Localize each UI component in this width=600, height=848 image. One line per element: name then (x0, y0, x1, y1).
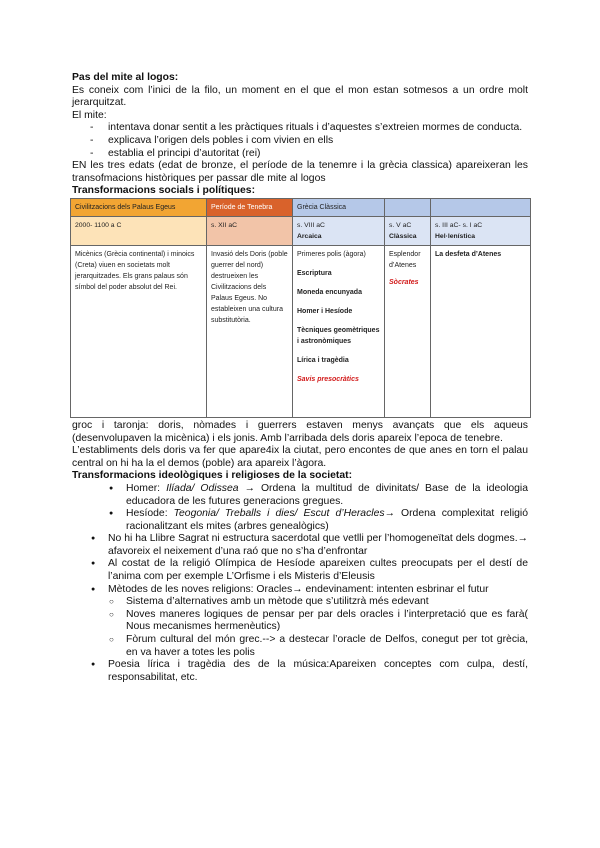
period-date: s. VIII aC (297, 221, 325, 229)
title-heading: Pas del mite al logos: (72, 72, 179, 83)
author-name: Homer: (126, 482, 167, 494)
ideological-heading: Transformacions ideològiques i religioses de la societat: (72, 470, 353, 482)
period-sub: Hel·lenística (435, 232, 476, 240)
document-page (72, 72, 528, 684)
cell-item: Esplendor d’Atenes (389, 250, 421, 269)
list-item: ○ Sistema d’alternatives amb un mètode que s’utilitzrà més edevant (72, 596, 528, 609)
list-item: ○ Noves maneres logiques de pensar per par dels oracles i l’interpretació que es farà( Nous mecanismes hermenèutics) (72, 609, 528, 634)
author-works: Ilíada/ Odissea (166, 482, 239, 494)
header-cell: Grècia Clàssica (293, 198, 385, 216)
list-item (72, 483, 528, 508)
author-name: Hesíode: (126, 508, 174, 520)
list-item: - establia el principi d’autoritat (rei) (72, 148, 528, 161)
table-row (71, 216, 531, 245)
cell-item: Tècniques geomètriques i astronòmiques (297, 326, 380, 345)
religion-list (72, 533, 528, 596)
period-cell (431, 216, 531, 245)
mite-list (72, 122, 528, 160)
list-item: ● Poesia lírica i tragèdia des de la música:Apareixen conceptes com culpa, destí, responsabilitat, etc. (72, 659, 528, 684)
header-cell (385, 198, 431, 216)
author-desc: → Ordena la multitud de divinitats/ Base de la ideologia educadora de les futures generacions gregues. (126, 482, 529, 507)
table-cell: Invasió dels Doris (poble guerrer del nord) destrueixen les Civilitzacions dels Palaus Egeus. No estableixen una cultura substitutòria. (207, 245, 293, 417)
intro-paragraph: Es coneix com l’inici de la filo, un moment en el que el mon estan sotmesos a un ordre molt jerarquitzat. (72, 84, 528, 109)
list-item: ○ Fòrum cultural del món grec.--> a destecar l’oracle de Delfos, conegut per tot grècia, en va haver a totes les polis (72, 634, 528, 659)
table-row (71, 245, 531, 417)
cell-item-highlight: Sòcrates (389, 278, 419, 286)
table-cell (385, 245, 431, 417)
period-cell (293, 216, 385, 245)
cell-item: Lírica i tragèdia (297, 356, 349, 364)
period-cell (71, 216, 207, 245)
doris-paragraph: L’establiments dels doris va fer que apare4ix la ciutat, pero encontes de que anes en torn el palau central on hi ha la el demos (poble) ara apareix l’àgora. (72, 445, 528, 469)
header-cell: Civilitzacions dels Palaus Egeus (71, 198, 207, 216)
table-header-row (71, 198, 531, 216)
list-item: - intentava donar sentit a les pràctiques rituals i d’aquestes s’extreien mormes de conducta. (72, 122, 528, 135)
history-table (70, 198, 531, 418)
table-cell: La desfeta d’Atenes (431, 245, 531, 417)
edats-paragraph: EN les tres edats (edat de bronze, el període de la tenemre i la grècia classica) apareixeran les transofmacions històriques per passar dle mite al logos (72, 160, 528, 184)
author-desc: → Ordena complexitat religió racionalitzant els mites (arbres genealògics) (126, 508, 528, 532)
author-works: Teogonia/ Treballs i dies/ Escut d’Heracles (173, 508, 385, 520)
authors-list (72, 483, 528, 533)
header-cell: Període de Tenebra (207, 198, 293, 216)
cell-item: Escriptura (297, 269, 332, 277)
list-item: ● No hi ha Llibre Sagrat ni estructura sacerdotal que vetlli per l’homogeneïtat dels dogmes.→ afavoreix el neixement d’una raó que no s’ha d’enfrontar (72, 533, 528, 558)
period-cell (207, 216, 293, 245)
header-cell (431, 198, 531, 216)
oracle-sublist (72, 596, 528, 659)
table-cell: Micènics (Grècia continental) i minoics (Creta) viuen en societats molt jerarquitzades. Els grans palaus són símbol del poder absolut del Rei. (71, 245, 207, 417)
period-cell (385, 216, 431, 245)
list-item (72, 508, 528, 533)
cell-item: Primeres polis (àgora) (297, 250, 366, 258)
period-date: s. XII aC (211, 221, 238, 229)
period-sub: Arcaica (297, 232, 322, 240)
cell-item-highlight: Savis presocràtics (297, 375, 359, 383)
list-item: ● Al costat de la religió Olímpica de Hesíode apareixen cultes preocupats per el destí de l’anima com per exemple L’Orfisme i els Misteris d’Eleusis (72, 558, 528, 583)
cell-item: Moneda encunyada (297, 288, 362, 296)
social-heading: Transformacions socials i polítiques: (72, 185, 256, 197)
cell-item: Homer i Hesíode (297, 307, 353, 315)
table-cell (293, 245, 385, 417)
period-date: s. V aC (389, 221, 412, 229)
period-date: 2000- 1100 a C (75, 221, 122, 229)
list-item: ● Mètodes de les noves religions: Oracles→ endevinament: intenten esbrinar el futur (72, 584, 528, 597)
period-date: s. III aC- s. I aC (435, 221, 483, 229)
period-sub: Clàssica (389, 232, 417, 240)
after-table-paragraph: groc i taronja: doris, nòmades i guerrers estaven menys avançats que els aqueus (desenvolupaven la micènica) i els jonis. Amb l’arribada dels doris apareix l’epoca de tenebre. (72, 419, 528, 444)
poetry-list (72, 659, 528, 684)
list-item: - explicava l’origen dels pobles i com vivien en ells (72, 135, 528, 148)
mite-label: El mite: (72, 109, 107, 121)
